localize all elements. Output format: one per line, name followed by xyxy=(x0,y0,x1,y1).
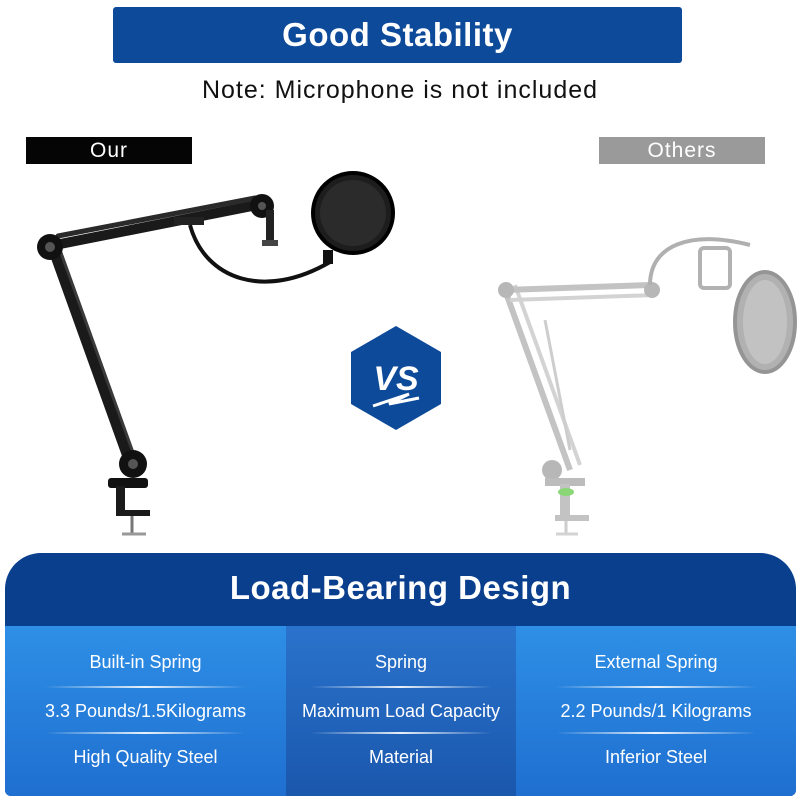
ours-load-capacity: 3.3 Pounds/1.5Kilograms xyxy=(44,701,247,721)
page-title: Good Stability xyxy=(113,7,682,63)
category-column xyxy=(286,626,516,796)
ours-spring: Built-in Spring xyxy=(89,652,202,672)
divider xyxy=(311,686,491,688)
category-spring: Spring xyxy=(374,652,428,672)
divider xyxy=(45,732,245,734)
others-column xyxy=(516,626,796,796)
divider xyxy=(311,732,491,734)
others-load-capacity: 2.2 Pounds/1 Kilograms xyxy=(560,701,752,721)
ours-column xyxy=(5,626,286,796)
divider xyxy=(45,686,245,688)
divider xyxy=(556,732,756,734)
vs-icon xyxy=(349,324,443,432)
others-spring: External Spring xyxy=(594,652,718,672)
vs-label: VS xyxy=(373,360,419,398)
our-boom-arm-image xyxy=(37,173,393,534)
ours-material: High Quality Steel xyxy=(73,747,218,767)
ours-label: Our xyxy=(26,137,192,164)
category-load-capacity: Maximum Load Capacity xyxy=(301,701,501,721)
divider xyxy=(556,686,756,688)
others-label: Others xyxy=(599,137,765,164)
panel-title: Load-Bearing Design xyxy=(229,569,572,606)
note-text: Note: Microphone is not included xyxy=(201,76,599,104)
others-material: Inferior Steel xyxy=(604,747,708,767)
category-material: Material xyxy=(368,747,434,767)
others-boom-arm-image xyxy=(498,239,795,534)
comparison-panel xyxy=(5,553,796,796)
